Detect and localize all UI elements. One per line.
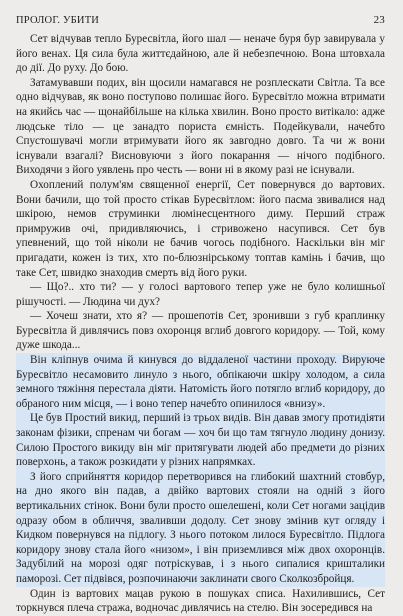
paragraph-7-highlighted[interactable]: Це був Простий викид, перший із трьох видів. Він давав змогу протидіяти законам фізики, спренам чи богам — хоч би що там тягнуло людину донизу. Силою Простого викиду він міг притягувати людей або предмети до різних поверхонь, а також розкидати у різних напрямках. xyxy=(16,412,385,469)
paragraph-3: Охоплений полум'ям священної енергії, Сет повернувся до вартових. Вони бачили, що той просто стікав Буресвітлом: його пасма звивалися над шкірою, немов струминки люмінесцентного диму. Перший страж примружив очі, придивляючись, і стривожено насупився. Сет був упевнений, що той ніколи не бачив чогось подібного. Наскільки він міг пригадати, кожен із тих, хто по-блюзнірському топтав камінь і бачив, що таке Сет, швидко знаходив смерть від його руки. xyxy=(16,178,385,279)
chapter-title: ПРОЛОГ. УБИТИ xyxy=(16,15,100,26)
paragraph-5: — Хочеш знати, хто я? — прошепотів Сет, зронивши з губ краплинку Буресвітла й дивлячись повз охоронця вглиб довгого коридору. — Той, кому дуже шкода... xyxy=(16,310,385,352)
page-number: 23 xyxy=(373,14,385,26)
paragraph-1: Сет відчував тепло Буресвітла, його шал — неначе буря бур завирувала у його венах. Ця сила була життєдайною, але й небезпечною. Вона штовхала до дії. До руху. До бою. xyxy=(16,33,385,75)
paragraph-2: Затамувавши подих, він щосили намагався не розплескати Світла. Та все одно відчував, як воно поступово полишає його. Буресвітло можна втримати на якийсь час — щонайбільше на кілька хвилин. Воно просто витікало: адже людське тіло — це занадто пориста ємність. Подейкували, начебто Спустошувачі могли втримувати його як завгодно довго. Та чи ж вони існували взагалі? Висновуючи з його покарання — нічого подібного. Виходячи з його уявлень про честь — вони ні в якому разі не існували. xyxy=(16,76,385,177)
paragraph-8-highlighted[interactable]: З його сприйняття коридор перетворився на глибокий шахтний стовбур, на дно якого він падав, а двійко вартових стояли на одній з його вертикальних стінок. Вони були просто ошелешені, коли Сет ногами зацідив одразу обом в обличчя, зваливши додолу. Сет знову змінив кут огляду і Кидком повернувся на підлогу. З нього потоком лилося Буресвітло. Підлога коридору знову стала його «низом», і він приземлився між двох охоронців. Задубілий на морозі одяг потріскував, і з нього сипалися кришталики паморозі. Сет підвівся, розпочинаючи заклинати свого Сколкозбройця. xyxy=(16,470,385,585)
paragraph-6-highlighted[interactable]: Він кліпнув очима й кинувся до віддаленої частини проходу. Вируюче Буресвітло несамовито линуло з нього, обпікаючи шкіру холодом, а сила земного тяжіння перестала діяти. Натомість його потягло вглиб коридору, до обраного ним місця, — і воно тепер начебто опинилося «внизу». xyxy=(16,354,385,410)
page-body xyxy=(16,32,385,616)
paragraph-9: Один із вартових мацав рукою в пошуках списа. Нахилившись, Сет торкнувся плеча стража, водночас дивлячись на стелю. Він зосередився на xyxy=(16,587,385,615)
paragraph-4: — Що?.. хто ти? — у голосі вартового тепер уже не було колишньої рішучості. — Людина чи дух? xyxy=(16,281,385,308)
running-header xyxy=(16,14,385,26)
